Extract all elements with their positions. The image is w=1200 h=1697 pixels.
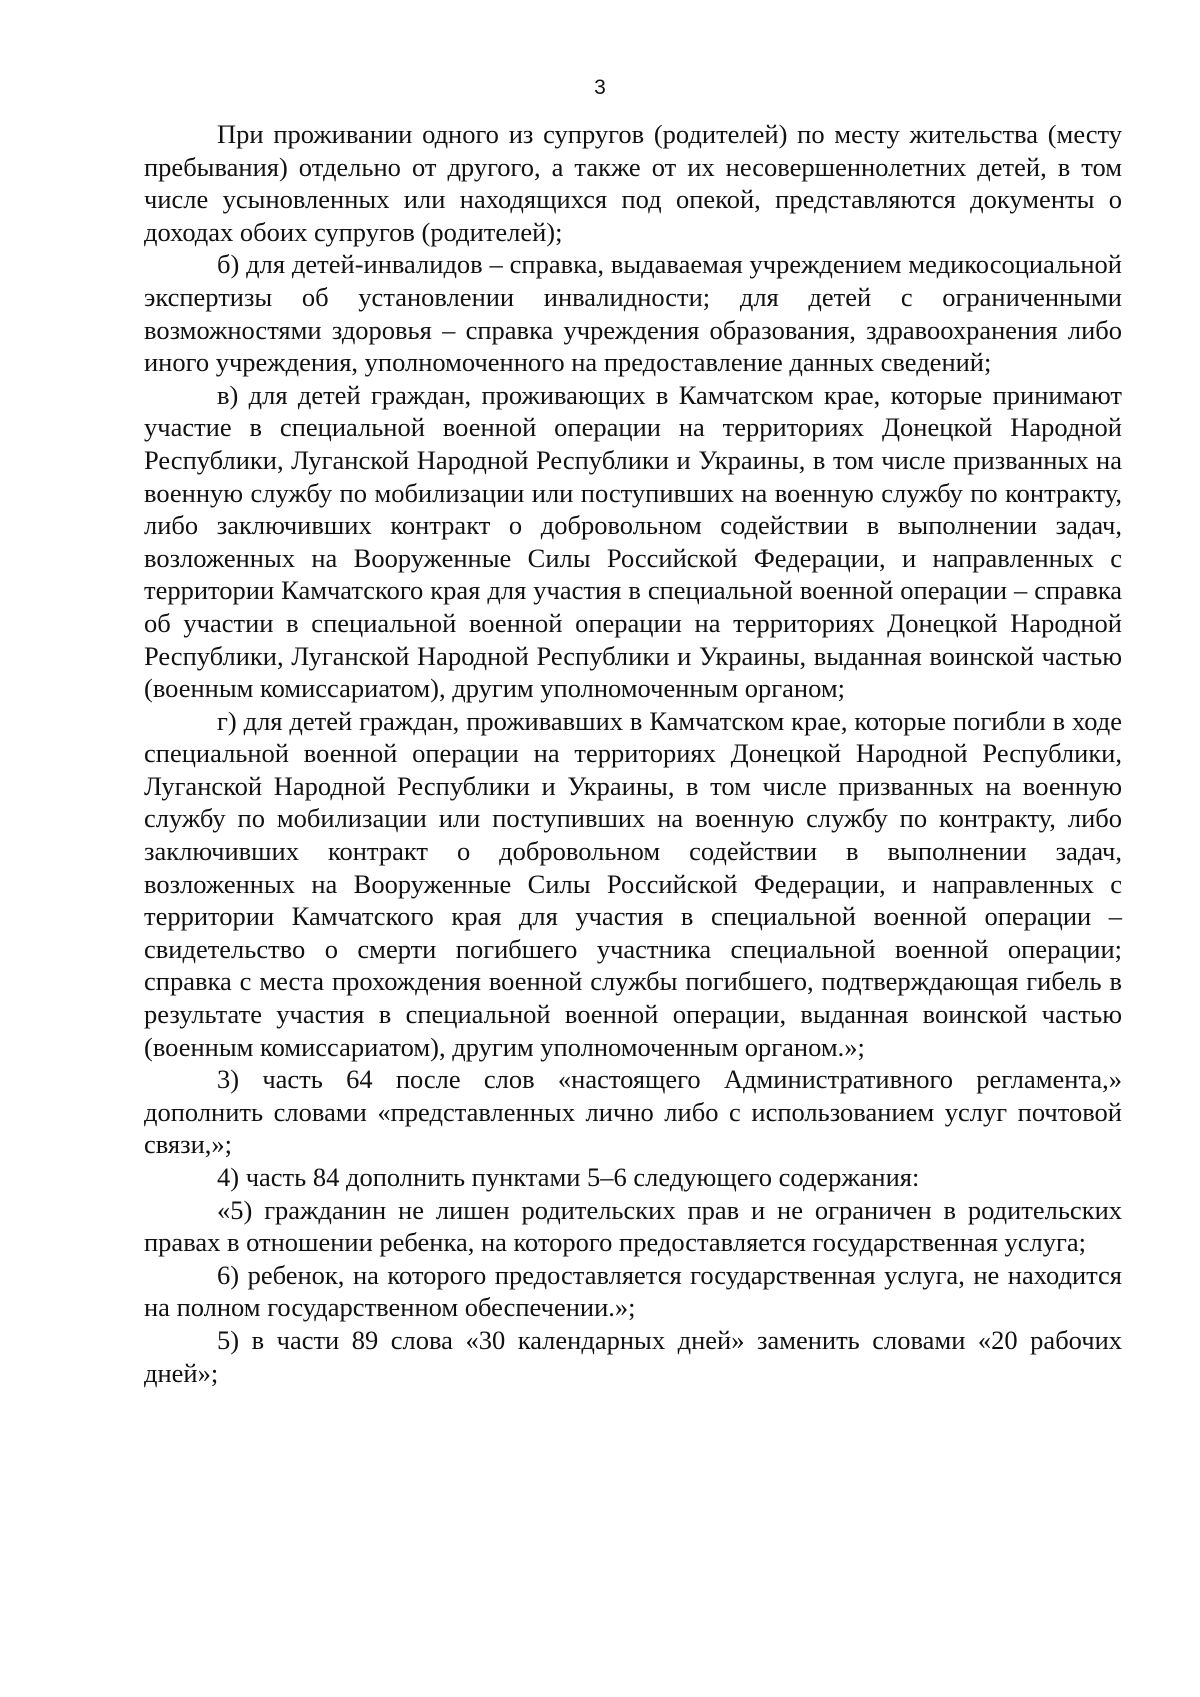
paragraph-item-5: 5) в части 89 слова «30 календарных дней» заменить словами «20 рабочих дней»; — [144, 1324, 1122, 1388]
paragraph-item-g: г) для детей граждан, проживавших в Камчатском крае, которые погибли в ходе специальной военной операции на территориях Донецкой Народной Республики, Луганской Народной Республики и Украины, в том числе призванных на военную службу по мобилизации или поступивших на военную службу по контракту, либо заключивших контракт о добровольном содействии в выполнении задач, возложенных на Вооруженные Силы Российской Федерации, и направленных с территории Камчатского края для участия в специальной военной операции – свидетельство о смерти погибшего участника специальной военной операции; справка с места прохождения военной службы погибшего, подтверждающая гибель в результате участия в специальной военной операции, выданная воинской частью (военным комиссариатом), другим уполномоченным органом.»; — [144, 705, 1122, 1062]
paragraph-subitem-5: «5) гражданин не лишен родительских прав и не ограничен в родительских правах в отношении ребенка, на которого предоставляется государственная услуга; — [144, 1194, 1122, 1258]
paragraph-subitem-6: 6) ребенок, на которого предоставляется государственная услуга, не находится на полном государственном обеспечении.»; — [144, 1259, 1122, 1323]
paragraph-item-4: 4) часть 84 дополнить пунктами 5–6 следующего содержания: — [217, 1162, 920, 1192]
document-body — [144, 118, 1122, 1389]
paragraph-item-b: б) для детей-инвалидов – справка, выдаваемая учреждением медикосоциальной экспертизы об установлении инвалидности; для детей с ограниченными возможностями здоровья – справка учреждения образования, здравоохранения либо иного учреждения, уполномоченного на предоставление данных сведений; — [144, 249, 1122, 378]
paragraph-item-v: в) для детей граждан, проживающих в Камчатском крае, которые принимают участие в специальной военной операции на территориях Донецкой Народной Республики, Луганской Народной Республики и Украины, в том числе призванных на военную службу по мобилизации или поступивших на военную службу по контракту, либо заключивших контракт о добровольном содействии в выполнении задач, возложенных на Вооруженные Силы Российской Федерации, и направленных с территории Камчатского края для участия в специальной военной операции – справка об участии в специальной военной операции на территориях Донецкой Народной Республики, Луганской Народной Республики и Украины, выданная воинской частью (военным комиссариатом), другим уполномоченным органом; — [144, 379, 1122, 704]
paragraph-item-3: 3) часть 64 после слов «настоящего Административного регламента,» дополнить словами «представленных лично либо с использованием услуг почтовой связи,»; — [144, 1064, 1122, 1160]
paragraph-parents-income: При проживании одного из супругов (родителей) по месту жительства (месту пребывания) отдельно от другого, а также от их несовершеннолетних детей, в том числе усыновленных или находящихся под опекой, представляются документы о доходах обоих супругов (родителей); — [144, 119, 1122, 247]
page-number: 3 — [594, 76, 606, 99]
